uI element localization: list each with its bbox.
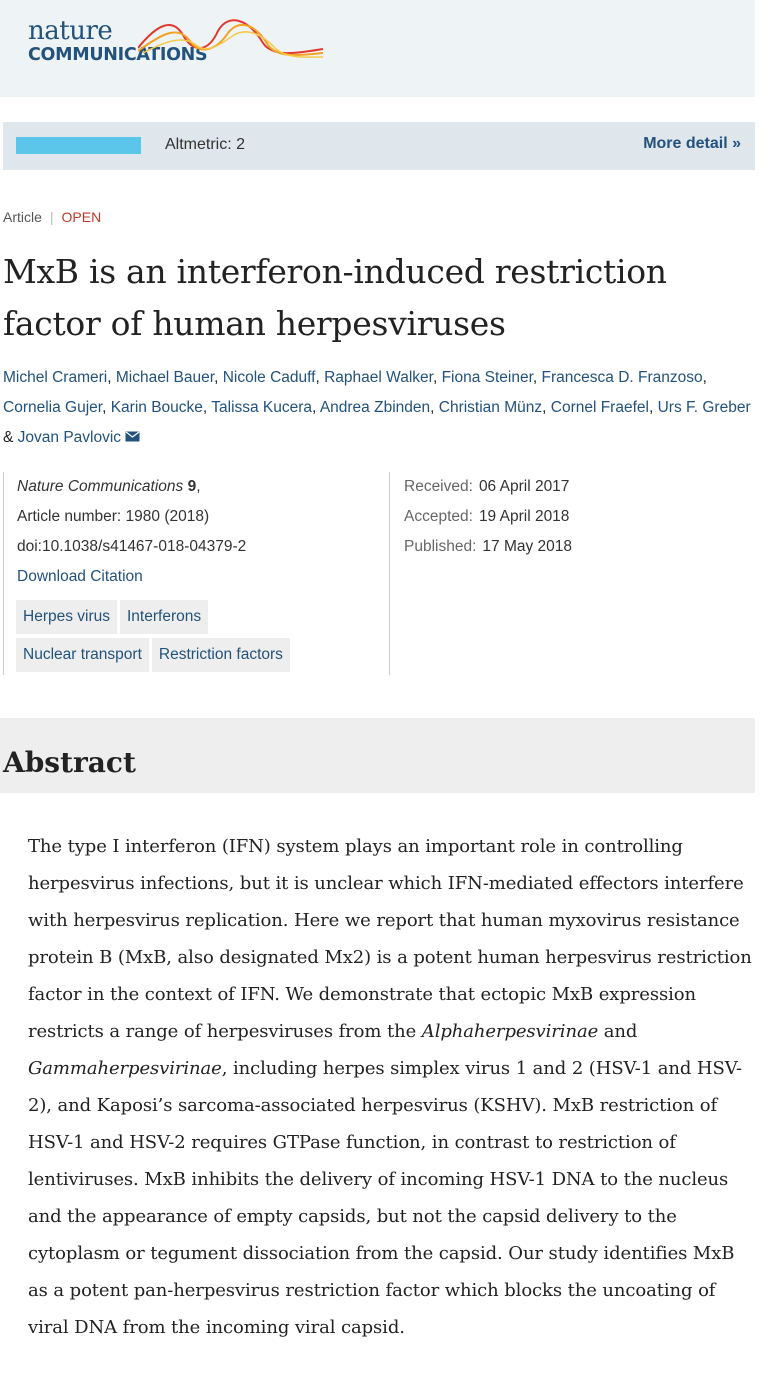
logo-wave-icon bbox=[138, 13, 328, 63]
volume: 9 bbox=[187, 478, 197, 495]
author-link[interactable]: Jovan Pavlovic bbox=[17, 429, 122, 446]
more-detail-link[interactable]: More detail » bbox=[643, 135, 741, 152]
author-link[interactable]: Nicole Caduff bbox=[222, 369, 316, 386]
logo-communications: COMMUNICATIONS bbox=[28, 45, 208, 65]
abstract-header bbox=[0, 718, 755, 793]
doi[interactable]: doi:10.1038/s41467-018-04379-2 bbox=[17, 538, 247, 555]
author-sep: , bbox=[430, 399, 435, 416]
open-access-label: OPEN bbox=[61, 209, 102, 225]
accepted-date: 19 April 2018 bbox=[478, 508, 570, 525]
article-type-label: Article bbox=[3, 209, 42, 225]
author-sep: , bbox=[532, 369, 538, 386]
author-link[interactable]: Christian Münz bbox=[438, 399, 543, 416]
citation-comma: , bbox=[196, 478, 201, 495]
abstract-part: , including herpes simplex virus 1 and 2 (HSV-1 and HSV-2), and Kaposi’s sarcoma-associated herpesvirus (KSHV). MxB restriction of HSV-1 and HSV-2 requires GTPase function, in contrast to restriction of lentiviruses. MxB inhibits the delivery of incoming HSV-1 DNA to the nucleus and the appearance of empty capsids, but not the capsid delivery to the cytoplasm or tegument dissociation from the capsid. Our study identifies MxB as a potent pan-herpesvirus restriction factor which blocks the uncoating of viral DNA from the incoming viral capsid. bbox=[28, 1058, 742, 1338]
author-sep: , bbox=[542, 399, 547, 416]
author-link[interactable]: Michel Crameri bbox=[3, 369, 108, 386]
abstract-text bbox=[28, 828, 756, 1346]
abstract-italic: Alphaherpesvirinae bbox=[421, 1021, 599, 1042]
author-link[interactable]: Michael Bauer bbox=[115, 369, 215, 386]
author-link[interactable]: Talissa Kucera bbox=[211, 399, 313, 416]
article-number: Article number: 1980 (2018) bbox=[17, 508, 210, 525]
accepted-label: Accepted: bbox=[404, 508, 473, 525]
subject-tag[interactable]: Nuclear transport bbox=[16, 638, 149, 672]
abstract-part: and bbox=[598, 1021, 638, 1042]
altmetric-bar bbox=[3, 122, 755, 170]
subject-tag[interactable]: Herpes virus bbox=[16, 600, 117, 634]
site-header bbox=[0, 0, 755, 97]
author-link[interactable]: Raphael Walker bbox=[324, 369, 433, 386]
article-type bbox=[3, 209, 101, 225]
author-sep: , bbox=[702, 369, 707, 386]
author-link[interactable]: Urs F. Greber bbox=[657, 399, 751, 416]
author-link[interactable]: Cornel Fraefel bbox=[550, 399, 649, 416]
subject-tag[interactable]: Restriction factors bbox=[152, 638, 290, 672]
author-sep: , bbox=[312, 399, 317, 416]
published-label: Published: bbox=[404, 538, 477, 555]
author-sep: , bbox=[214, 369, 219, 386]
envelope-icon[interactable] bbox=[125, 431, 140, 442]
abstract-part: The type I interferon (IFN) system plays an important role in controlling herpesvirus infections, but it is unclear which IFN-mediated effectors interfere with herpesvirus replication. Here we report that human myxovirus resistance protein B (MxB, also designated Mx2) is a potent human herpesvirus restriction factor in the context of IFN. We demonstrate that ectopic MxB expression restricts a range of herpesviruses from the bbox=[28, 836, 752, 1042]
author-link[interactable]: Andrea Zbinden bbox=[319, 399, 431, 416]
received-label: Received: bbox=[404, 478, 473, 495]
author-sep: , bbox=[432, 369, 438, 386]
author-list bbox=[3, 363, 763, 453]
journal-name: Nature Communications bbox=[17, 478, 184, 495]
author-link[interactable]: Fiona Steiner bbox=[441, 369, 533, 386]
journal-logo[interactable] bbox=[28, 18, 207, 66]
altmetric-badge[interactable] bbox=[16, 137, 141, 154]
author-link[interactable]: Cornelia Gujer bbox=[3, 399, 103, 416]
subject-tag[interactable]: Interferons bbox=[120, 600, 208, 634]
author-sep: , bbox=[102, 399, 107, 416]
author-sep: , bbox=[315, 369, 320, 386]
logo-nature: nature bbox=[28, 16, 113, 46]
download-citation-link[interactable]: Download Citation bbox=[17, 568, 143, 585]
type-separator: | bbox=[49, 209, 54, 225]
dates-panel bbox=[404, 472, 572, 562]
received-date: 06 April 2017 bbox=[478, 478, 570, 495]
author-link[interactable]: Francesca D. Franzoso bbox=[541, 369, 703, 386]
published-date: 17 May 2018 bbox=[482, 538, 573, 555]
author-and: & bbox=[3, 429, 14, 446]
author-sep: , bbox=[648, 399, 654, 416]
article-title: MxB is an interferon-induced restriction factor of human herpesviruses bbox=[3, 252, 667, 343]
altmetric-score: Altmetric: 2 bbox=[165, 136, 246, 153]
author-link[interactable]: Karin Boucke bbox=[110, 399, 203, 416]
author-sep: , bbox=[202, 399, 208, 416]
author-sep: , bbox=[107, 369, 112, 386]
abstract-italic: Gammaherpesvirinae bbox=[28, 1058, 222, 1079]
subject-tags bbox=[16, 600, 336, 676]
abstract-heading: Abstract bbox=[3, 746, 136, 779]
